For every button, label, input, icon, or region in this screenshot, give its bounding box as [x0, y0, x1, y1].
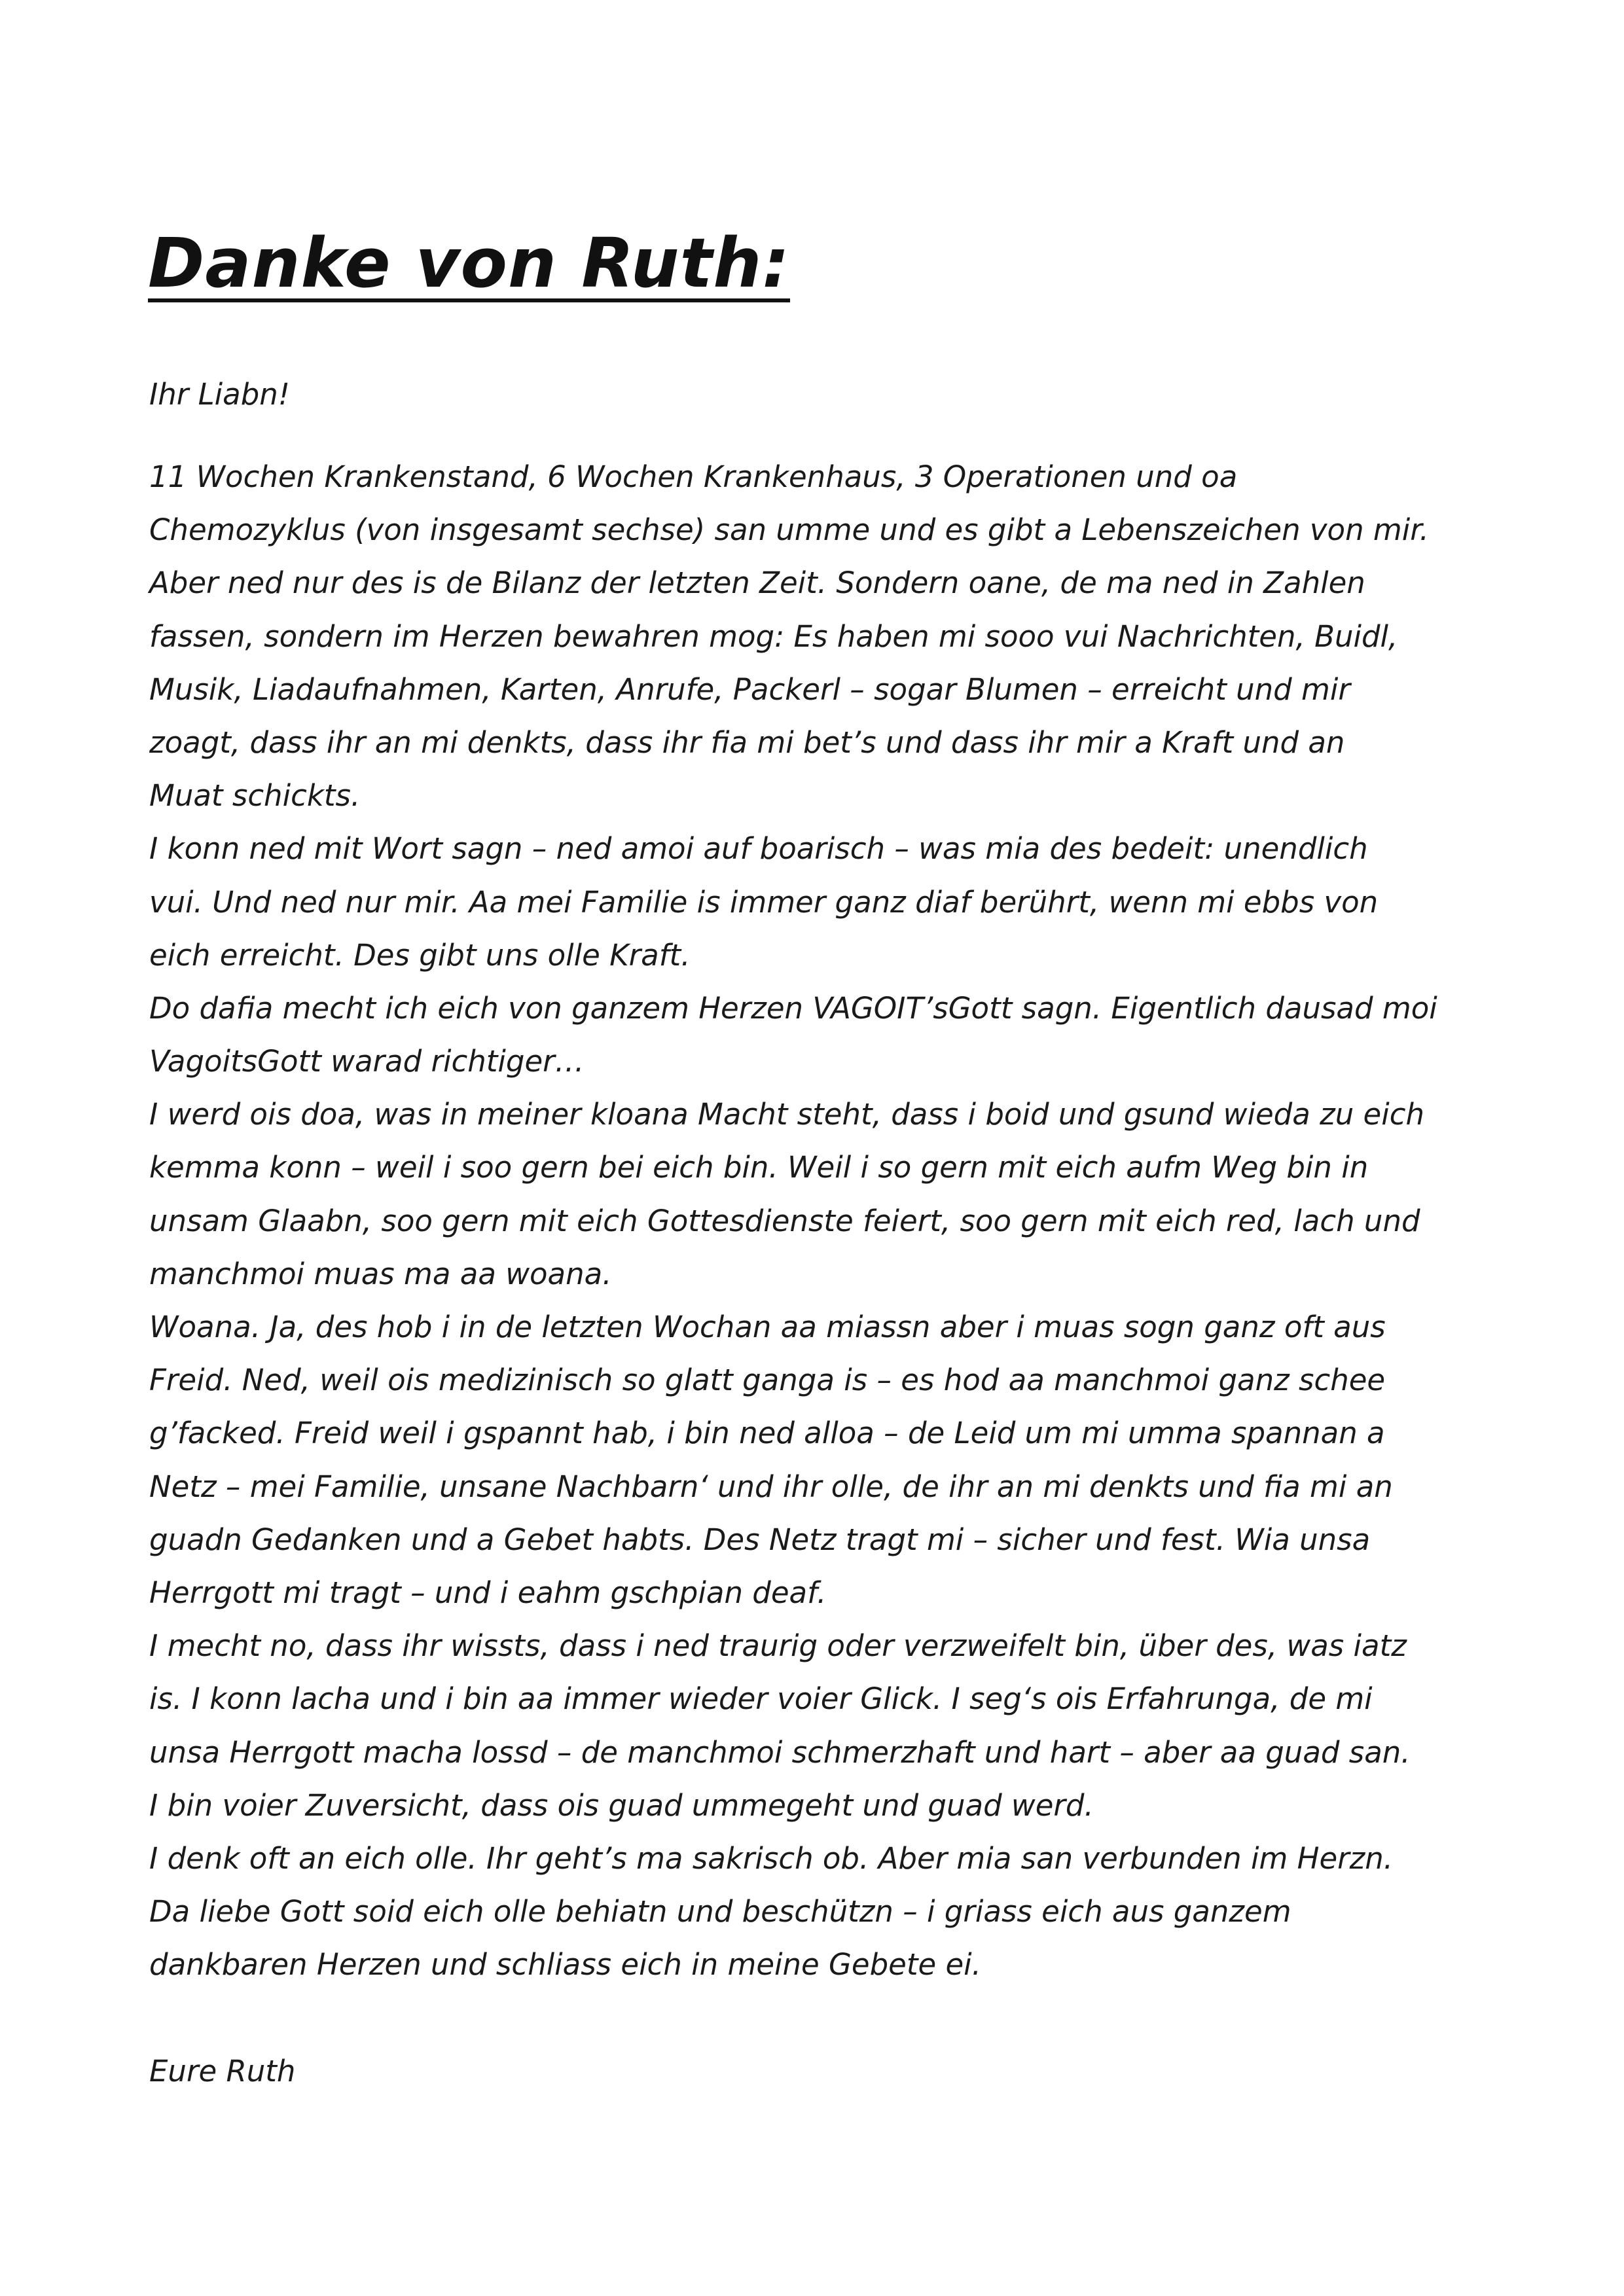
letter-line: zoagt, dass ihr an mi denkts, dass ihr fia mi bet’s und dass ihr mir a Kraft und an [149, 725, 1345, 760]
letter-line: Netz – mei Familie, unsane Nachbarn‘ und ihr olle, de ihr an mi denkts und fia mi an [149, 1469, 1393, 1504]
letter-line: manchmoi muas ma aa woana. [149, 1256, 612, 1291]
letter-line: unsa Herrgott macha lossd – de manchmoi schmerzhaft und hart – aber aa guad san. [149, 1734, 1411, 1770]
letter-signature: Eure Ruth [149, 2054, 296, 2089]
letter-line: kemma konn – weil i soo gern bei eich bin. Weil i so gern mit eich aufm Weg bin in [149, 1150, 1369, 1185]
letter-line: I denk oft an eich olle. Ihr geht’s ma sakrisch ob. Aber mia san verbunden im Herzn. [149, 1840, 1394, 1876]
letter-line: I werd ois doa, was in meiner kloana Macht steht, dass i boid und gsund wieda zu eich [149, 1097, 1424, 1132]
letter-line: 11 Wochen Krankenstand, 6 Wochen Krankenhaus, 3 Operationen und oa [149, 459, 1238, 494]
letter-greeting: Ihr Liabn! [149, 377, 290, 412]
letter-line: Freid. Ned, weil ois medizinisch so glatt ganga is – es hod aa manchmoi ganz schee [149, 1363, 1386, 1398]
letter-line: unsam Glaabn, soo gern mit eich Gottesdienste feiert, soo gern mit eich red, lach und [149, 1203, 1420, 1238]
letter-line: Da liebe Gott soid eich olle behiatn und beschützn – i griass eich aus ganzem [149, 1894, 1291, 1929]
letter-line: Chemozyklus (von insgesamt sechse) san umme und es gibt a Lebenszeichen von mir. [149, 512, 1429, 548]
letter-line: fassen, sondern im Herzen bewahren mog: Es haben mi sooo vui Nachrichten, Buidl, [149, 619, 1398, 654]
letter-line: g’facked. Freid weil i gspannt hab, i bin ned alloa – de Leid um mi umma spannan a [149, 1416, 1385, 1451]
letter-line: is. I konn lacha und i bin aa immer wieder voier Glick. I seg‘s ois Erfahrunga, de mi [149, 1681, 1373, 1717]
letter-line: I mecht no, dass ihr wissts, dass i ned traurig oder verzweifelt bin, über des, was iatz [149, 1628, 1407, 1664]
letter-line: I bin voier Zuversicht, dass ois guad ummegeht und guad werd. [149, 1787, 1094, 1823]
letter-line: Musik, Liadaufnahmen, Karten, Anrufe, Packerl – sogar Blumen – erreicht und mir [149, 672, 1350, 707]
letter-line: I konn ned mit Wort sagn – ned amoi auf boarisch – was mia des bedeit: unendlich [149, 831, 1368, 867]
letter-title: Danke von Ruth: [148, 223, 791, 303]
letter-line: vui. Und ned nur mir. Aa mei Familie is immer ganz diaf berührt, wenn mi ebbs von [149, 884, 1379, 920]
letter-line: guadn Gedanken und a Gebet habts. Des Netz tragt mi – sicher und fest. Wia unsa [149, 1522, 1371, 1557]
letter-line: Herrgott mi tragt – und i eahm gschpian deaf. [149, 1575, 827, 1610]
letter-line: Aber ned nur des is de Bilanz der letzten Zeit. Sondern oane, de ma ned in Zahlen [149, 565, 1365, 601]
letter-line: dankbaren Herzen und schliass eich in meine Gebete ei. [149, 1947, 981, 1982]
letter-body [149, 450, 1498, 1991]
letter-line: Do dafia mecht ich eich von ganzem Herzen VAGOIT’sGott sagn. Eigentlich dausad moi [149, 990, 1437, 1026]
letter-line: Woana. Ja, des hob i in de letzten Wochan aa miassn aber i muas sogn ganz oft aus [149, 1310, 1386, 1344]
letter-line: Muat schickts. [149, 778, 361, 814]
letter-line: eich erreicht. Des gibt uns olle Kraft. [149, 937, 691, 973]
letter-line: VagoitsGott warad richtiger… [149, 1044, 585, 1079]
